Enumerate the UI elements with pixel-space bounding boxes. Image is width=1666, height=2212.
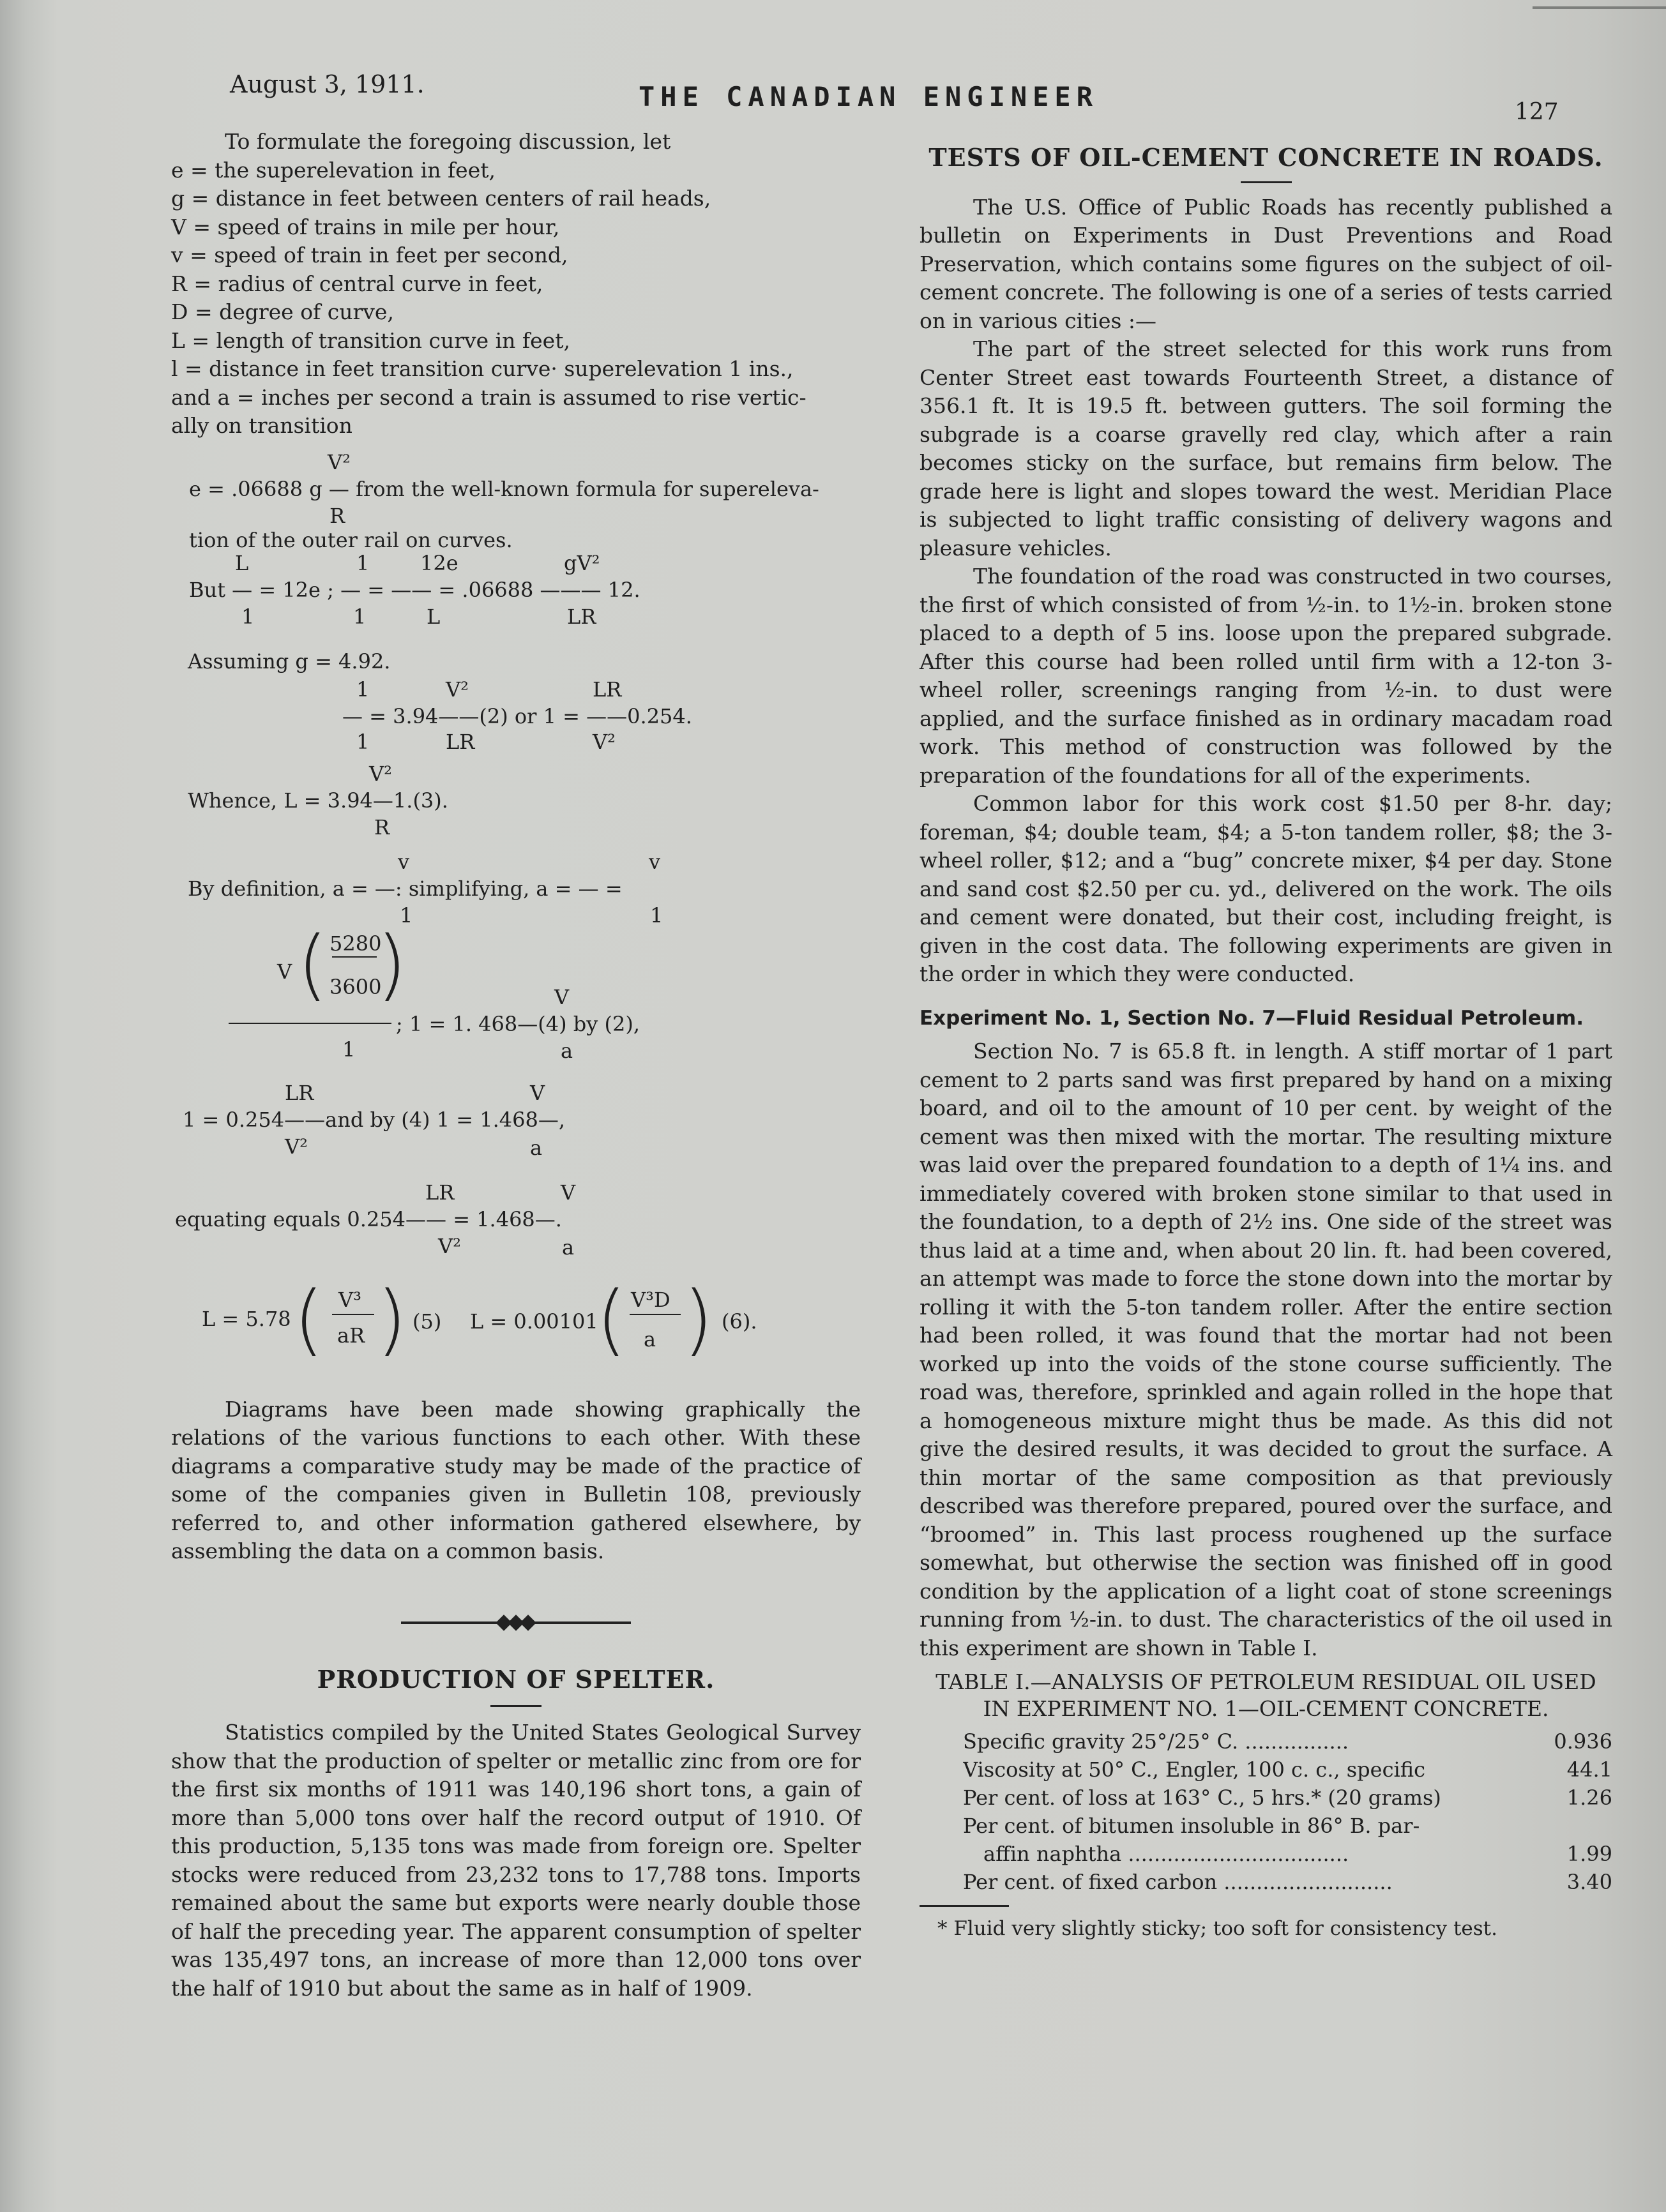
formula-numerator: LR [285,1080,314,1105]
table-cell-value: 1.26 [1566,1786,1612,1810]
spelter-paragraph: Statistics compiled by the United States Geological Survey show that the production of spelter or metallic zinc from ore for the first six months of 1911 was 140,196 short tons, a gain of more than 5,000 tons over half the record output of 1910. Of this production, 5,135 tons was made from foreign ore. Spelter stocks were reduced from 23,232 tons to 17,788 tons. Imports remained about the same but exports were nearly double those of half the preceding year. The apparent consumption of spelter was 135,497 tons, an increase of more than 12,000 tons over the half of 1910 but about the same as in half of 1909. [171,1720,861,2001]
table-title: TABLE I.—ANALYSIS OF PETROLEUM RESIDUAL OIL USED IN EXPERIMENT NO. 1—OIL-CEMENT CONCRETE. [935,1669,1596,1721]
section-divider-ornament [401,1616,631,1629]
formula-main: ; 1 = 1. 468—(4) by (2), [396,1011,640,1036]
formula-numerator: V [561,1180,576,1205]
formula-numerator: LR [593,677,622,702]
header-journal-title: THE CANADIAN ENGINEER [639,81,1099,112]
table-row [920,1840,1612,1868]
formula-denominator: a [561,1038,573,1063]
formula-denominator: aR [337,1323,365,1348]
formula-numerator: V³ [338,1287,361,1312]
fraction-denominator: 3600 [329,974,382,999]
formula-assuming [171,627,861,754]
formula-numerator: V² [369,761,392,786]
right-paren: ) [683,1275,713,1364]
table-row [920,1727,1612,1756]
equation-number: (5) [413,1309,442,1334]
formula-denominator: L [427,604,441,629]
section-heading-oil-cement: TESTS OF OIL-CEMENT CONCRETE IN ROADS. [928,143,1603,172]
formula-lhs: L = 0.00101 [470,1309,598,1334]
definition-item: D = degree of curve, [171,299,394,324]
formula-bar [332,1314,374,1315]
body-paragraph: The U.S. Office of Public Roads has recently published a bulletin on Experiments in Dust Preventions and Road Preservation, which contains some figures on the subject of oil-cement concrete. The following is one of a series of tests carried on in various cities :— [920,194,1612,333]
formula-denominator: LR [446,729,475,754]
fraction-bar [332,956,377,958]
formula-main: By definition, a = —: simplifying, a = — = [188,876,623,901]
left-paren: ( [596,1275,626,1364]
formula-numerator: L [235,550,249,575]
formula-numerator: v [398,849,410,874]
heading-rule [490,1705,541,1707]
top-edge-rule [1533,6,1666,9]
formula-but [171,548,861,627]
formula-main: But — = 12e ; — = —— = .06688 ——— 12. [189,577,640,602]
formula-bar [229,1023,391,1024]
section-heading-spelter: PRODUCTION OF SPELTER. [317,1664,715,1694]
formula-continuation: tion of the outer rail on curves. [189,527,513,552]
formula-numerator: 12e [420,550,458,575]
formula-numerator: 1 [356,550,370,575]
body-paragraph: Common labor for this work cost $1.50 per 8-hr. day; foreman, $4; double team, $4; a 5-ton tandem roller, $8; the 3-wheel roller, $12; and a “bug” concrete mixer, $4 per day. Stone and sand cost $2.50 per cu. yd., delivered on the work. The oils and cement were donated, but their cost, including freight, is given in the cost data. The following experiments are given in the order in which they were conducted. [920,791,1612,986]
table-cell-label: Per cent. of fixed carbon .......................... [963,1870,1393,1894]
body-paragraph: The foundation of the road was constructed in two courses, the first of which consisted of from ½-in. to 1½-in. broken stone placed to a depth of 5 ins. loose upon the prepared subgrade. After this course had been rolled until firm with a 12-ton 3-wheel roller, screenings ranging from ½-in. to dust were applied, and the surface finished as in ordinary macadam road work. This method of construction was followed by the preparation of the foundations for all of the experiments. [920,564,1612,788]
left-paren: ( [294,1275,324,1364]
left-paren: ( [298,920,328,1009]
formula-assumption: Assuming g = 4.92. [188,649,391,673]
heading-rule [1241,181,1292,183]
right-paren: ) [377,920,407,1009]
table-row [920,1784,1612,1812]
left-column [171,128,861,2003]
definition-item: g = distance in feet between centers of rail heads, [171,186,711,211]
definition-item: ally on transition [171,413,352,438]
intro-line: To formulate the foregoing discussion, let [225,129,671,154]
running-header [0,61,1666,124]
analysis-table [920,1727,1612,1896]
formula-denominator: 1 [400,903,413,928]
formula-denominator: a [562,1235,575,1260]
body-paragraph: The part of the street selected for this work runs from Center Street east towards Fourteenth Street, a distance of 356.1 ft. It is 19.5 ft. between gutters. The soil forming the subgrade is a coarse gravelly red clay, which after a rain becomes sticky on the surface, but remains firm below. The grade here is light and slopes toward the west. Meridian Place is subjected to light traffic consisting of delivery wagons and pleasure vehicles. [920,336,1612,561]
formula-numerator: gV² [564,550,600,575]
formula-denominator: V² [285,1134,308,1159]
formula-conversion [171,919,861,1072]
ornament-diamond [520,1614,536,1630]
definition-item: L = length of transition curve in feet, [171,327,570,353]
formula-denominator: V² [438,1233,461,1258]
table-cell-label: Per cent. of loss at 163° C., 5 hrs.* (20 grams) [963,1786,1441,1810]
header-date: August 3, 1911. [230,70,425,98]
table-cell-label: affin naphtha .................................. [983,1842,1349,1866]
formula-denominator: 1 [342,1037,356,1062]
formula-numerator: V³D [631,1287,670,1312]
experiment-heading: Experiment No. 1, Section No. 7—Fluid Residual Petroleum. [920,1006,1584,1030]
formula-main: — = 3.94——(2) or 1 = ——0.254. [342,703,692,728]
formula-numerator: V² [446,677,469,702]
definition-item: l = distance in feet transition curve· superelevation 1 ins., [171,356,794,381]
formula-numerator: LR [425,1180,455,1205]
formula-denominator: 1 [356,729,370,754]
formula-numerator: V [554,984,570,1009]
formula-denominator: 1 [241,604,255,629]
fraction-numerator: 5280 [329,931,382,956]
formula-numerator: 1 [356,677,370,702]
table-footnote: * Fluid very slightly sticky; too soft for consistency test. [937,1917,1497,1940]
formula-numerator: V² [328,449,351,474]
footnote-rule [920,1905,1009,1907]
formula-substitution [171,1072,861,1166]
definition-item: V = speed of trains in mile per hour, [171,214,560,239]
formula-numerator: v [649,849,661,874]
table-cell-value [1542,1812,1612,1840]
table-row [920,1812,1612,1840]
formula-definition [171,830,861,928]
formula-main: Whence, L = 3.94—1.(3). [188,788,448,813]
formula-bar [630,1314,681,1315]
table-cell-label: Viscosity at 50° C., Engler, 100 c. c., specific [963,1757,1425,1782]
formula-denominator: 1 [650,903,663,928]
formula-denominator: V² [593,729,616,754]
table-cell-label: Specific gravity 25°/25° C. ................ [963,1729,1349,1754]
formula-equating [171,1166,861,1268]
equation-number: (6). [722,1309,757,1334]
formula-denominator: a [530,1135,543,1160]
formula-main: 1 = 0.254——and by (4) 1 = 1.468—, [183,1107,565,1132]
formula-denominator: R [374,815,390,839]
table-cell-label: Per cent. of bitumen insoluble in 86° B. par- [963,1814,1420,1838]
right-paren: ) [377,1275,407,1364]
table-cell-value: 0.936 [1554,1729,1612,1754]
formula-superelevation [171,440,861,552]
formula-final [171,1268,861,1383]
formula-v: V [277,959,292,984]
table-cell-value: 1.99 [1566,1842,1612,1866]
diagrams-paragraph: Diagrams have been made showing graphically the relations of the various functions to each other. With these diagrams a comparative study may be made of the practice of some of the companies given in Bulletin 108, previously referred to, and other information gathered elsewhere, by assembling the data on a common basis. [171,1396,861,1563]
page-number: 127 [1515,99,1559,125]
formula-denominator: a [644,1327,656,1351]
table-row [920,1868,1612,1896]
formula-lhs: L = 5.78 [202,1306,291,1331]
formula-numerator: V [530,1080,545,1105]
definition-item: e = the superelevation in feet, [171,157,496,183]
definition-item: and a = inches per second a train is assumed to rise vertic- [171,384,806,410]
table-cell-value: 44.1 [1566,1757,1612,1782]
definition-item: R = radius of central curve in feet, [171,271,543,296]
table-row [920,1756,1612,1784]
formula-main: equating equals 0.254—— = 1.468—. [175,1207,562,1231]
formula-denominator: R [329,503,345,528]
formula-denominator: 1 [353,604,367,629]
formula-whence [171,741,861,839]
formula-denominator: LR [567,604,596,629]
right-column [920,144,1612,1943]
definition-item: v = speed of train in feet per second, [171,243,568,267]
formula-main: e = .06688 g — from the well-known formula for supereleva- [189,476,819,501]
table-cell-value: 3.40 [1566,1870,1612,1894]
variable-definitions [171,156,861,440]
body-paragraph: Section No. 7 is 65.8 ft. in length. A stiff mortar of 1 part cement to 2 parts sand was first prepared by hand on a mixing board, and oil to the amount of 10 per cent. by weight of the cement was then mixed with the mortar. The resulting mixture was laid over the prepared foundation to a depth of 1¼ ins. and immediately covered with broken stone similar to that used in the foundation, to a depth of 2½ ins. One side of the street was thus laid at a time and, when about 20 lin. ft. had been covered, an attempt was made to force the stone down into the mortar by rolling it with the 5-ton tandem roller. After the entire section had been rolled, it was found that the mortar had not been worked up into the voids of the stone course sufficiently. The road was, therefore, sprinkled and again rolled in the hope that a homogeneous mixture might thus be made. As this did not give the desired results, it was decided to grout the surface. A thin mortar of the same composition as that previously described was therefore prepared, poured over the surface, and “broomed” in. This last process roughened up the surface somewhat, but otherwise the section was finished off in good condition by the application of a light coat of stone screenings running from ½-in. to dust. The characteristics of the oil used in this experiment are shown in Table I. [920,1039,1612,1660]
